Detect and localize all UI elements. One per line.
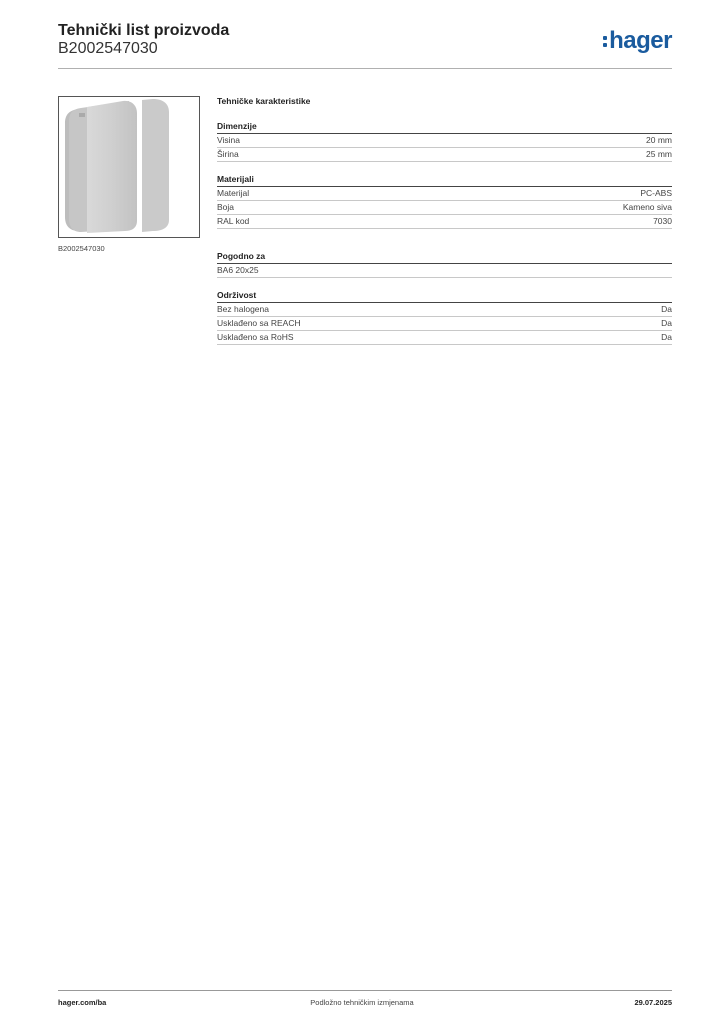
specs-heading: Tehničke karakteristike: [217, 96, 311, 106]
spec-label: Boja: [217, 202, 235, 212]
spec-group-dimensions: [217, 121, 672, 162]
spec-row: [217, 134, 672, 148]
spec-group-suitable-for: [217, 251, 672, 278]
header-divider: [58, 68, 672, 69]
document-header: [58, 20, 672, 70]
spec-value: PC-ABS: [640, 188, 672, 198]
end-cap-product-icon: [59, 97, 199, 237]
footer-notice: Podložno tehničkim izmjenama: [310, 998, 414, 1007]
spec-value: Kameno siva: [622, 202, 672, 212]
spec-label: Širina: [217, 149, 239, 159]
spec-label: BA6 20x25: [217, 265, 259, 275]
spec-row: [217, 303, 672, 317]
spec-row: [217, 201, 672, 215]
logo-dots-icon: [603, 34, 607, 48]
spec-value: 20 mm: [646, 135, 672, 145]
spec-value: 25 mm: [646, 149, 672, 159]
spec-value: Da: [661, 304, 672, 314]
technical-specs: [217, 96, 672, 357]
spec-value: 7030: [653, 216, 672, 226]
logo-text: hager: [609, 27, 672, 54]
spec-row: [217, 187, 672, 201]
image-caption: B2002547030: [58, 244, 105, 253]
footer-website-link[interactable]: hager.com/ba: [58, 998, 107, 1007]
page-title: Tehnički list proizvoda: [58, 22, 230, 39]
spec-label: RAL kod: [217, 216, 250, 226]
spec-label: Usklađeno sa REACH: [217, 318, 301, 328]
spec-value: Da: [661, 332, 672, 342]
spec-row: [217, 264, 672, 278]
spec-row: [217, 215, 672, 229]
spec-row: [217, 317, 672, 331]
spec-group-title: Održivost: [217, 290, 672, 303]
spec-group-title: Dimenzije: [217, 121, 672, 134]
product-image: [58, 96, 200, 238]
spec-row: [217, 148, 672, 162]
spec-label: Visina: [217, 135, 240, 145]
spec-group-title: Pogodno za: [217, 251, 672, 264]
product-code: B2002547030: [58, 40, 158, 57]
spec-label: Materijal: [217, 188, 250, 198]
spec-group-materials: [217, 174, 672, 229]
spec-label: Bez halogena: [217, 304, 269, 314]
spec-label: Usklađeno sa RoHS: [217, 332, 294, 342]
spec-group-sustainability: [217, 290, 672, 345]
spec-row: [217, 331, 672, 345]
footer-date: 29.07.2025: [634, 998, 672, 1007]
hager-logo[interactable]: [603, 26, 672, 56]
spec-group-title: Materijali: [217, 174, 672, 187]
footer-divider: [58, 990, 672, 991]
spec-value: Da: [661, 318, 672, 328]
